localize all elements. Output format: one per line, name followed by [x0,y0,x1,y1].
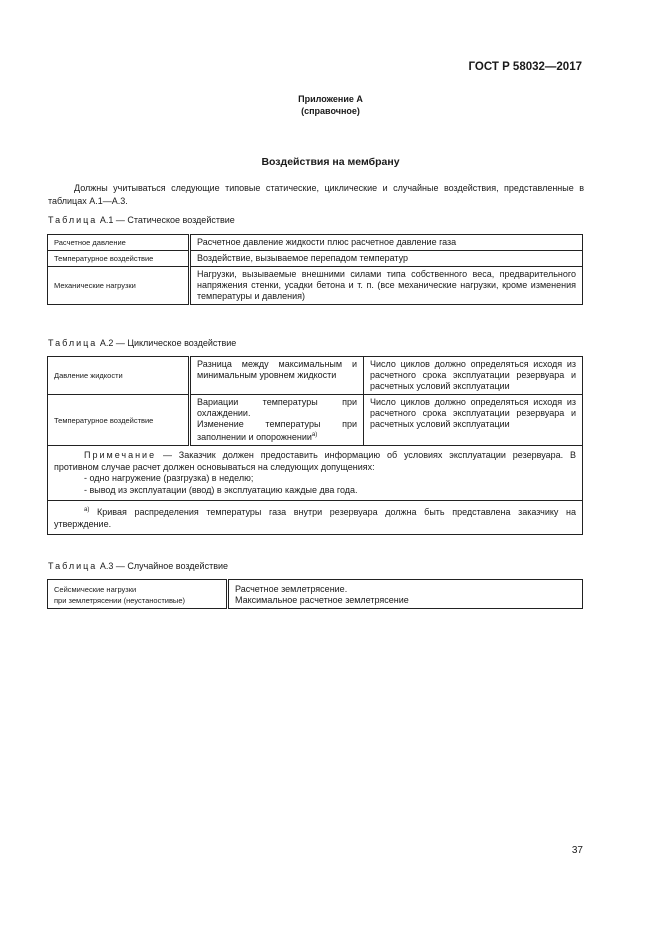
note-row [48,446,583,501]
row-text: Расчетное давление жидкости плюс расчетное давление газа [190,235,583,251]
footnote-mark: а) [84,507,90,513]
appendix-type: (справочное) [301,106,360,116]
page-number: 37 [571,845,583,856]
table-row [48,267,583,305]
table-static [47,234,583,305]
table2-caption-word: Таблица [48,338,98,348]
table1-caption [48,215,235,225]
row-label: Температурное воздействие [48,395,190,446]
footnote-row [48,501,583,535]
row-col3: Число циклов должно определяться исходя из расчетного срока эксплуатации резервуара и расчетных условий эксплуатации [364,395,583,446]
table3-caption [48,561,228,571]
row-label: Температурное воздействие [48,251,190,267]
appendix-title: Приложение А [298,94,363,104]
row-label-line2: при землетрясении (неустаностивые) [54,596,185,605]
note-item: - вывод из эксплуатации (ввод) в эксплуатацию каждые два года. [84,484,358,495]
row-col2-line-b [197,419,357,443]
footnote-text: Кривая распределения температуры газа внутри резервуара должна быть представлена заказчику на утверждение. [54,507,576,529]
table1-caption-rest: А.1 — Статическое воздействие [99,215,235,225]
row-label [48,580,228,609]
table-random [47,579,583,609]
table-cyclic [47,356,583,535]
row-col2: Разница между максимальным и минимальным уровнем жидкости [190,357,364,395]
table2-caption-rest: А.2 — Циклическое воздействие [99,338,237,348]
table3-caption-word: Таблица [48,561,98,571]
table-row [48,357,583,395]
section-title: Воздействия на мембрану [261,156,400,168]
row-label: Расчетное давление [48,235,190,251]
row-col2-line-a: Вариации температуры при охлаждении. [197,397,357,418]
row-text [228,580,583,609]
note-word: Примечание [84,450,157,460]
row-col2 [190,395,364,446]
row-col2-line-b-text: Изменение температуры при заполнении и опорожнении [197,419,357,442]
appendix-heading [0,93,661,117]
table-row [48,251,583,267]
table1-caption-word: Таблица [48,215,98,225]
note-item: - одно нагружение (разгрузка) в неделю; [84,473,254,483]
note-cell [48,446,583,501]
note-paragraph [54,450,576,473]
footnote-ref: а) [311,432,318,438]
footnote-paragraph [54,505,576,530]
row-label: Механические нагрузки [48,267,190,305]
row-text-line1: Расчетное землетрясение. [235,584,348,594]
row-label: Давление жидкости [48,357,190,395]
table-row [48,235,583,251]
footnote-cell [48,501,583,535]
table3-caption-rest: А.3 — Случайное воздействие [99,561,229,571]
row-text: Нагрузки, вызываемые внешними силами типа собственного веса, предварительного напряжения стенки, усадки бетона и т. п. (все механические нагрузки, кроме изменения температуры и давления) [190,267,583,305]
intro-paragraph: Должны учитываться следующие типовые статические, циклические и случайные воздействия, представленные в таблицах А.1—А.3. [48,183,584,206]
note-text: — Заказчик должен предоставить информацию об условиях эксплуатации резервуара. В противном случае расчет должен основываться на следующих допущениях: [54,450,576,472]
row-text: Воздействие, вызываемое перепадом температур [190,251,583,267]
row-col3: Число циклов должно определяться исходя из расчетного срока эксплуатации резервуара и расчетных условий эксплуатации [364,357,583,395]
table2-caption [48,338,236,348]
table-row [48,395,583,446]
row-text-line2: Максимальное расчетное землетрясение [235,595,409,605]
row-label-line1: Сейсмические нагрузки [54,585,137,594]
table-row [48,580,583,609]
standard-header: ГОСТ Р 58032—2017 [468,61,582,73]
